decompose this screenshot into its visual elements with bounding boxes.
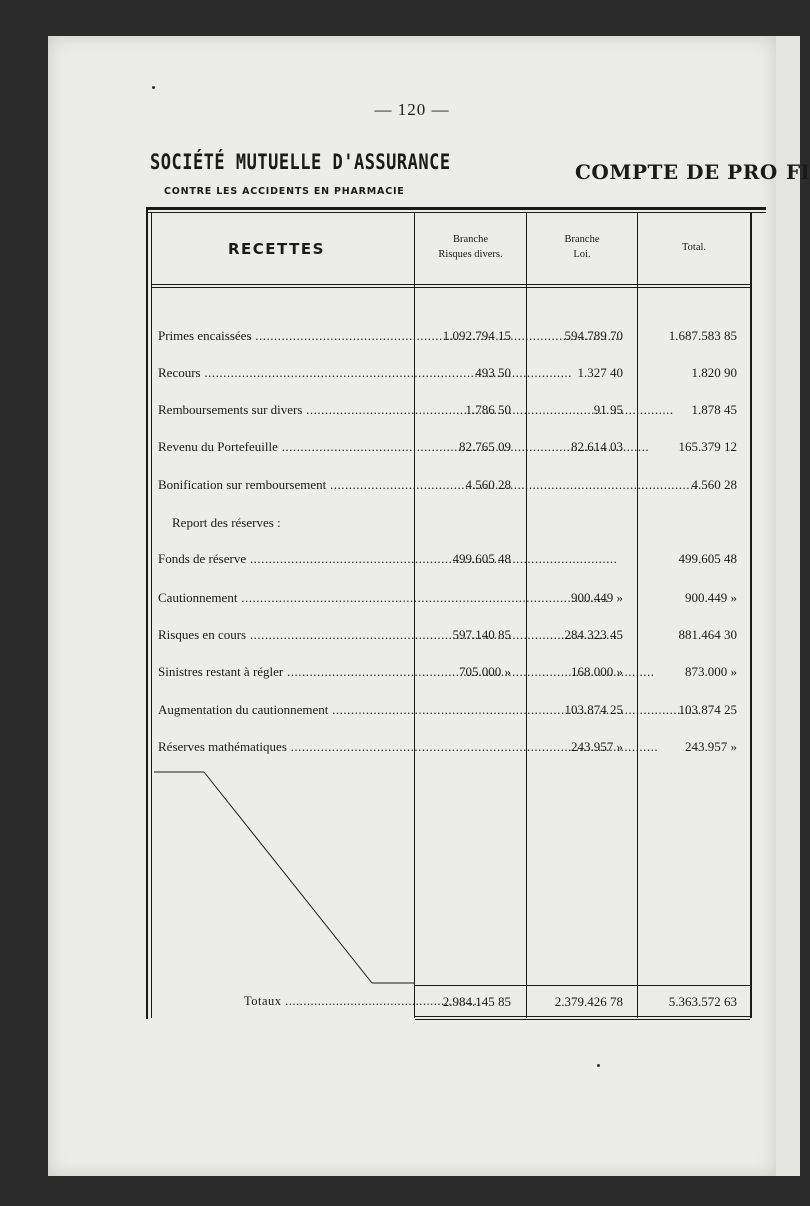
cell-total: 103.874 25 [678, 702, 737, 717]
totals-label: Totaux ..... [244, 994, 411, 1009]
cell-total: 900.449 » [685, 590, 737, 605]
cell-loi: 243.957 » [571, 739, 623, 754]
table-row [0, 365, 800, 385]
table-top-rule-thin [146, 212, 766, 213]
table-row [0, 739, 800, 759]
table-row [0, 439, 800, 459]
cell-risques-divers: 4.560 28 [465, 477, 511, 492]
row-label: Réserves mathématiques ..... [158, 739, 411, 755]
col2-header-line1: Branche [564, 234, 600, 245]
reserves-subheading: Report des réserves : [172, 515, 281, 530]
cell-loi: 284.323 45 [564, 627, 623, 642]
cell-total: 4.560 28 [691, 477, 737, 492]
col3-header: Total. [681, 242, 707, 253]
col1-header-line1: Branche [453, 234, 488, 245]
cell-total: 1.820 90 [691, 365, 737, 380]
totals-rule-bottom-2 [415, 1019, 750, 1020]
table-row [0, 551, 800, 571]
section-title: RECETTES [228, 240, 325, 258]
cell-risques-divers: 1.092.794 15 [442, 328, 511, 343]
cell-total: 499.605 48 [678, 551, 737, 566]
company-subtitle: CONTRE LES ACCIDENTS EN PHARMACIE [164, 186, 405, 197]
cell-loi: 91 95 [593, 402, 623, 417]
cell-loi: 168.000 » [571, 664, 623, 679]
page-speck [152, 86, 155, 89]
table-row [0, 328, 800, 348]
header-rule-2 [152, 287, 750, 288]
cell-total: 165.379 12 [678, 439, 737, 454]
cell-risques-divers: 493 50 [475, 365, 511, 380]
total-loi: 2.379.426 78 [554, 994, 623, 1009]
header-rule [152, 284, 750, 285]
cell-loi: 82.614 03 [571, 439, 623, 454]
cell-total: 1.687.583 85 [668, 328, 737, 343]
table-row [0, 627, 800, 647]
total-risques-divers: 2.984.145 85 [442, 994, 511, 1009]
row-label: Primes encaissées ..... [158, 328, 411, 344]
row-label: Cautionnement ..... [158, 590, 411, 606]
cell-risques-divers: 82.765 09 [459, 439, 511, 454]
totals-rule-bottom [415, 1016, 750, 1017]
col2-header-line2: Loi. [573, 249, 591, 260]
row-label: Fonds de réserve ..... [158, 551, 411, 567]
page-speck [597, 1064, 600, 1067]
account-title: COMPTE DE PRO [575, 160, 778, 184]
table-row [0, 664, 800, 684]
row-label: Revenu du Portefeuille ..... [158, 439, 411, 455]
cell-loi: 900.449 » [571, 590, 623, 605]
diagonal-cancel-line [152, 770, 414, 990]
cell-risques-divers: 705.000 » [459, 664, 511, 679]
row-label: Remboursements sur divers ..... [158, 402, 411, 418]
totals-row [0, 994, 800, 1014]
right-page-title-fragment: FI [786, 160, 810, 184]
cell-loi: 594.789 70 [564, 328, 623, 343]
page-number: — 120 — [374, 100, 450, 119]
cell-total: 873.000 » [685, 664, 737, 679]
col1-header-line2: Risques divers. [438, 249, 503, 260]
totals-rule-top [415, 985, 750, 986]
table-row [0, 590, 800, 610]
total-grand: 5.363.572 63 [668, 994, 737, 1009]
cell-risques-divers: 1.786 50 [465, 402, 511, 417]
table-row [0, 702, 800, 722]
cell-total: 1.878 45 [691, 402, 737, 417]
table-row [0, 402, 800, 422]
row-label: Sinistres restant à régler ..... [158, 664, 411, 680]
col1-header [415, 232, 526, 262]
table-row [0, 477, 800, 497]
company-name: SOCIÉTÉ MUTUELLE D'ASSURANCE [150, 150, 451, 175]
row-label: Bonification sur remboursement ..... [158, 477, 411, 493]
cell-loi: 103.874 25 [564, 702, 623, 717]
cell-risques-divers: 597.140 85 [452, 627, 511, 642]
cell-total: 243.957 » [685, 739, 737, 754]
cell-loi: 1.327 40 [577, 365, 623, 380]
cell-total: 881.464 30 [678, 627, 737, 642]
row-label: Risques en cours ..... [158, 627, 411, 643]
cell-risques-divers: 499.605 48 [452, 551, 511, 566]
row-label: Recours ..... [158, 365, 411, 381]
row-label: Augmentation du cautionnement ..... [158, 702, 411, 718]
col2-header [527, 232, 637, 262]
table-top-rule [146, 207, 766, 210]
